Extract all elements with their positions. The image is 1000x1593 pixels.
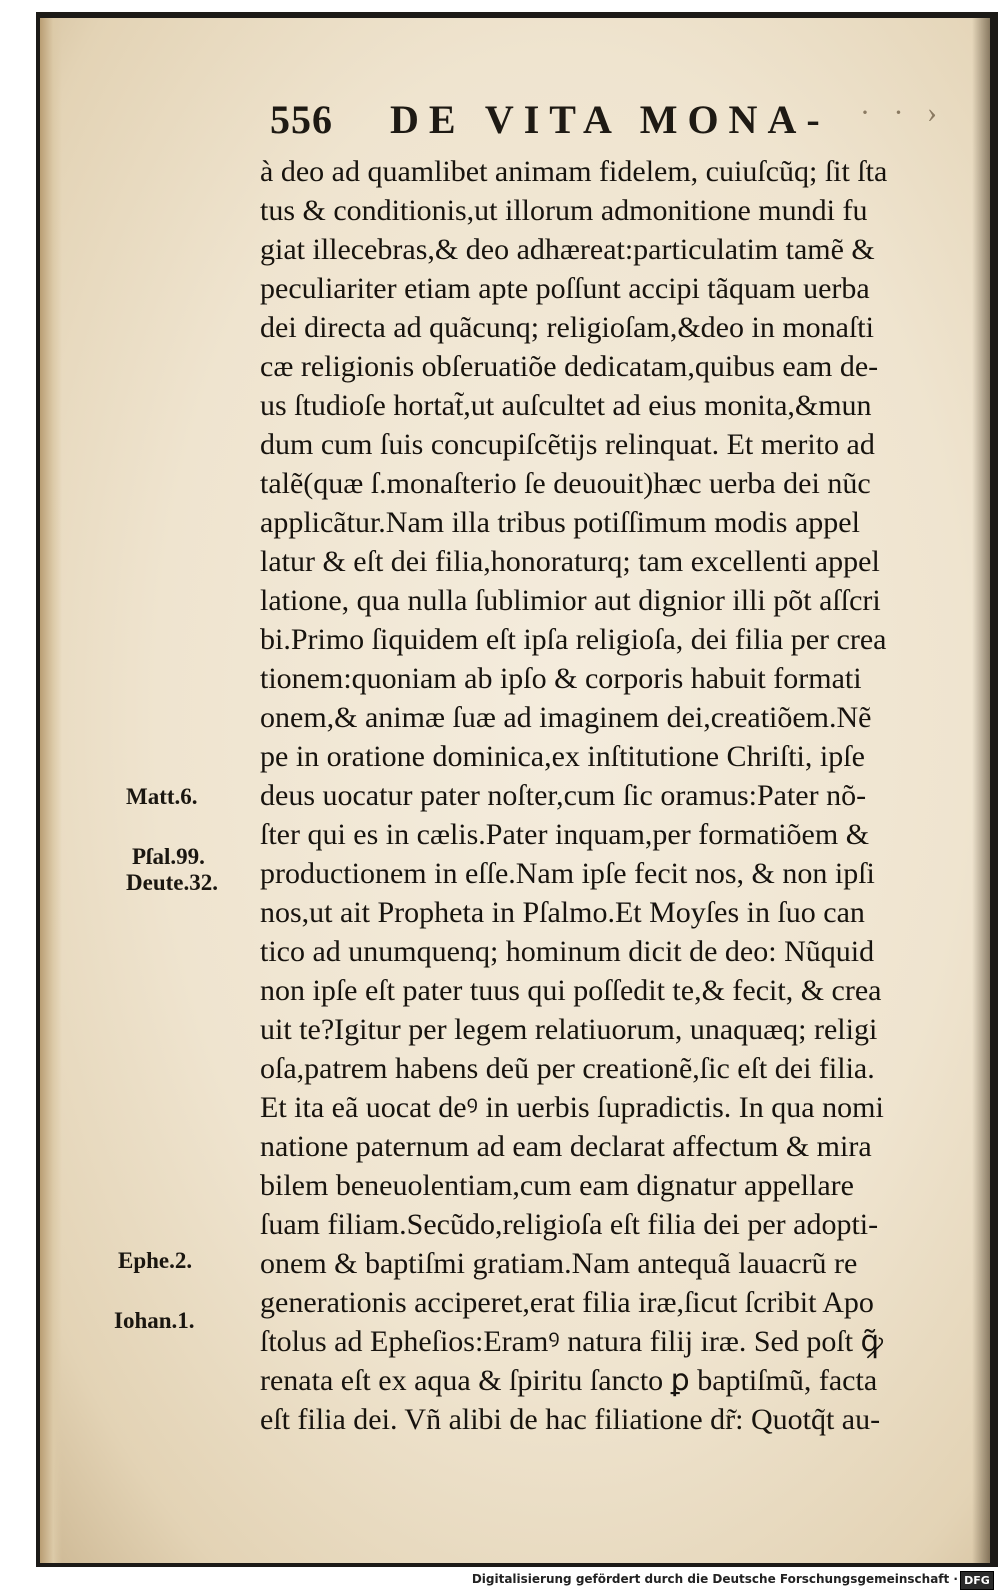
text-line: Et ita eã uocat deꝰ in uerbis ſupradictis. In qua nomi bbox=[260, 1091, 884, 1124]
footer-band bbox=[0, 1569, 1000, 1593]
text-line: applicãtur.Nam illa tribus potiſſimum modis appel bbox=[260, 506, 860, 539]
text-line: ſter qui es in cælis.Pater inquam,per formatiõem & bbox=[260, 818, 870, 851]
text-line: non ipſe eſt pater tuus qui poſſedit te,& fecit, & crea bbox=[260, 974, 882, 1007]
running-head bbox=[270, 90, 970, 150]
text-line: deus uocatur pater noſter,cum ſic oramus:Pater nõ- bbox=[260, 779, 867, 812]
text-line: pe in oratione dominica,ex inſtitutione Chriſti, ipſe bbox=[260, 740, 865, 773]
margin-note-matt: Matt.6. bbox=[126, 784, 198, 809]
text-line: us ſtudioſe hortat̃,ut auſcultet ad eius monita,&mun bbox=[260, 389, 872, 422]
text-line: tico ad unumquenq; hominum dicit de deo: Nũquid bbox=[260, 935, 875, 968]
text-line: talẽ(quæ ſ.monaſterio ſe deuouit)hæc uerba dei nũc bbox=[260, 467, 871, 500]
dfg-logo: DFG bbox=[960, 1571, 994, 1590]
running-head-marks: · · › bbox=[860, 96, 945, 129]
text-line: latione, qua nulla ſublimior aut dignior illi põt aſſcri bbox=[260, 584, 881, 617]
digitization-credit: Digitalisierung gefördert durch die Deutsche Forschungsgemeinschaft · bbox=[471, 1572, 958, 1586]
text-line: tionem:quoniam ab ipſo & corporis habuit formati bbox=[260, 662, 862, 695]
running-title: DE VITA MONA- bbox=[390, 97, 830, 142]
text-line: oſa,patrem habens deũ per creationẽ,ſic eſt dei filia. bbox=[260, 1052, 875, 1085]
text-line: dum cum ſuis concupiſcẽtijs relinquat. Et merito ad bbox=[260, 428, 875, 461]
text-line: renata eſt ex aqua & ſpiritu ſancto ꝑ baptiſmũ, facta bbox=[260, 1364, 878, 1397]
page-number: 556 bbox=[270, 97, 333, 142]
text-line: onem & baptiſmi gratiam.Nam antequã lauacrũ re bbox=[260, 1247, 858, 1280]
text-line: à deo ad quamlibet animam fidelem, cuiuſcũq; ſit ſta bbox=[260, 155, 888, 188]
text-line: ſtolus ad Epheſios:Eramꝰ natura filij iræ. Sed poſt ꝙ̃ bbox=[260, 1325, 884, 1358]
text-line: giat illecebras,& deo adhæreat:particulatim tamẽ & bbox=[260, 233, 875, 266]
margin-note-deute: Deute.32. bbox=[126, 870, 218, 895]
text-line: bilem beneuolentiam,cum eam dignatur appellare bbox=[260, 1169, 854, 1202]
body-text bbox=[260, 152, 980, 1439]
margin-note-psal: Pſal.99. bbox=[132, 844, 205, 869]
text-line: latur & eſt dei filia,honoraturq; tam excellenti appel bbox=[260, 545, 880, 578]
book-page bbox=[40, 18, 990, 1563]
text-line: ſuam filiam.Secũdo,religioſa eſt filia dei per adopti- bbox=[260, 1208, 879, 1241]
text-line: bi.Primo ſiquidem eſt ipſa religioſa, dei filia per crea bbox=[260, 623, 887, 656]
text-line: dei directa ad quãcunq; religioſam,&deo in monaſti bbox=[260, 311, 874, 344]
text-line: generationis acciperet,erat filia iræ,ſicut ſcribit Apo bbox=[260, 1286, 874, 1319]
text-line: productionem in eſſe.Nam ipſe fecit nos, & non ipſi bbox=[260, 857, 875, 890]
margin-note-iohan: Iohan.1. bbox=[114, 1308, 195, 1333]
text-line: nos,ut ait Propheta in Pſalmo.Et Moyſes in ſuo can bbox=[260, 896, 865, 929]
margin-notes bbox=[40, 18, 250, 1563]
margin-note-ephe: Ephe.2. bbox=[118, 1248, 193, 1273]
text-line: cæ religionis obſeruatiõe dedicatam,quibus eam de- bbox=[260, 350, 879, 383]
text-line: eſt filia dei. Vñ alibi de hac filiatione dr̃: Quotq̃t au- bbox=[260, 1403, 881, 1436]
text-line: onem,& animæ ſuæ ad imaginem dei,creatiõem.Nẽ bbox=[260, 701, 872, 734]
text-line: uit te?Igitur per legem relatiuorum, unaquæq; religi bbox=[260, 1013, 878, 1046]
text-line: natione paternum ad eam declarat affectum & mira bbox=[260, 1130, 872, 1163]
text-line: tus & conditionis,ut illorum admonitione mundi fu bbox=[260, 194, 868, 227]
text-line: peculiariter etiam apte poſſunt accipi tãquam uerba bbox=[260, 272, 870, 305]
